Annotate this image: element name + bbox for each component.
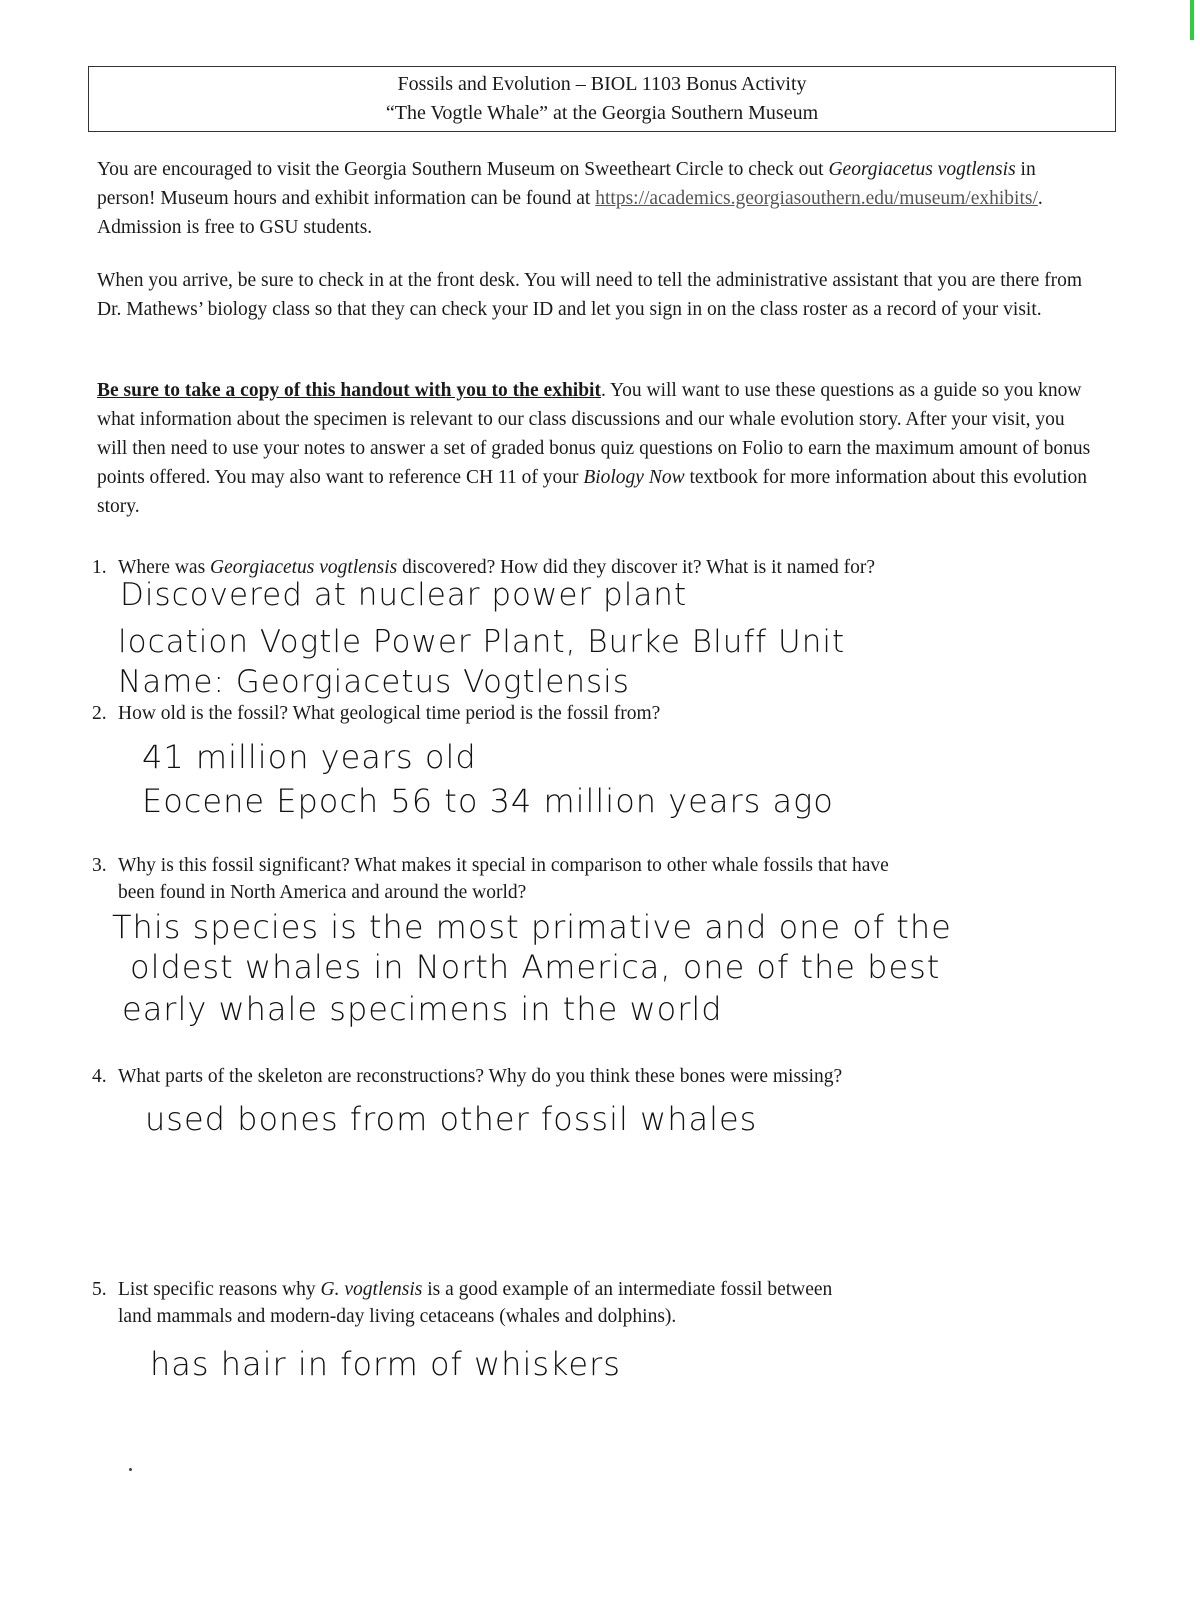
question-text-continued: land mammals and modern-day living cetaceans (whales and dolphins). (118, 1306, 677, 1327)
textbook-title: Biology Now (583, 467, 685, 488)
question-3 (92, 852, 1102, 906)
stray-mark (129, 1468, 132, 1471)
intro-p1-text-a: You are encouraged to visit the Georgia Southern Museum on Sweetheart Circle to check out (97, 159, 829, 180)
handout-reminder: Be sure to take a copy of this handout with you to the exhibit (97, 380, 601, 401)
handwritten-answer-3-line-3: early whale specimens in the world (122, 990, 723, 1028)
question-text: What parts of the skeleton are reconstructions? Why do you think these bones were missing? (118, 1066, 843, 1087)
question-species: Georgiacetus vogtlensis (210, 557, 398, 578)
title-box (88, 66, 1116, 132)
intro-p3-text-b: textbook for more information about this evolution story. (97, 467, 1087, 517)
handwritten-answer-2-line-1: 41 million years old (142, 738, 477, 776)
question-number: 5. (92, 1279, 107, 1300)
handwritten-answer-2-line-2: Eocene Epoch 56 to 34 million years ago (142, 782, 834, 820)
question-2 (92, 700, 1102, 727)
green-edge-mark (1190, 0, 1194, 40)
question-species: G. vogtlensis (320, 1279, 423, 1300)
handwritten-answer-1-line-3: Name: Georgiacetus Vogtlensis (118, 664, 630, 700)
question-number: 3. (92, 855, 107, 876)
intro-p1-text-b: in person! Museum hours and exhibit information can be found at (97, 159, 1036, 209)
question-text: How old is the fossil? What geological time period is the fossil from? (118, 703, 661, 724)
handwritten-answer-4-line-1: used bones from other fossil whales (145, 1100, 758, 1138)
handwritten-answer-3-line-1: This species is the most primative and one of the (112, 908, 952, 946)
question-text: List specific reasons why (118, 1279, 321, 1300)
question-number: 1. (92, 557, 107, 578)
intro-paragraph-2: When you arrive, be sure to check in at the front desk. You will need to tell the administrative assistant that you are there from Dr. Mathews’ biology class so that they can check your ID and let you sign in on the class roster as a record of your visit. (97, 270, 1083, 320)
title-line-2: “The Vogtle Whale” at the Georgia Southern Museum (385, 102, 819, 124)
question-number: 4. (92, 1066, 107, 1087)
handwritten-answer-3-line-2: oldest whales in North America, one of the best (130, 948, 941, 986)
question-4 (92, 1063, 1102, 1090)
question-text: discovered? How did they discover it? What is it named for? (397, 557, 876, 578)
title-line-1: Fossils and Evolution – BIOL 1103 Bonus Activity (397, 73, 807, 95)
question-number: 2. (92, 703, 107, 724)
museum-link[interactable]: https://academics.georgiasouthern.edu/museum/exhibits/ (595, 188, 1038, 209)
handwritten-answer-1-line-2: location Vogtle Power Plant, Burke Bluff Unit (118, 624, 846, 660)
question-text: Where was (118, 557, 211, 578)
intro-paragraph-3 (97, 376, 1097, 521)
intro-p1-text-c: . Admission is free to GSU students. (97, 188, 1043, 238)
question-text: is a good example of an intermediate fossil between (422, 1279, 833, 1300)
intro-paragraph-1 (97, 155, 1097, 242)
question-5 (92, 1276, 1102, 1330)
question-text: Why is this fossil significant? What makes it special in comparison to other whale fossils that have (118, 855, 889, 876)
handwritten-answer-1-line-1: Discovered at nuclear power plant (120, 577, 688, 613)
species-name: Georgiacetus vogtlensis (828, 159, 1016, 180)
handwritten-answer-5-line-1: has hair in form of whiskers (150, 1345, 621, 1383)
intro-p3-text-a: . You will want to use these questions as a guide so you know what information about the specimen is relevant to our class discussions and our whale evolution story. After your visit, you will then need to use your notes to answer a set of graded bonus quiz questions on Folio to earn the maximum amount of bonus points offered. You may also want to reference CH 11 of your (97, 380, 1091, 488)
question-text-continued: been found in North America and around the world? (118, 882, 527, 903)
